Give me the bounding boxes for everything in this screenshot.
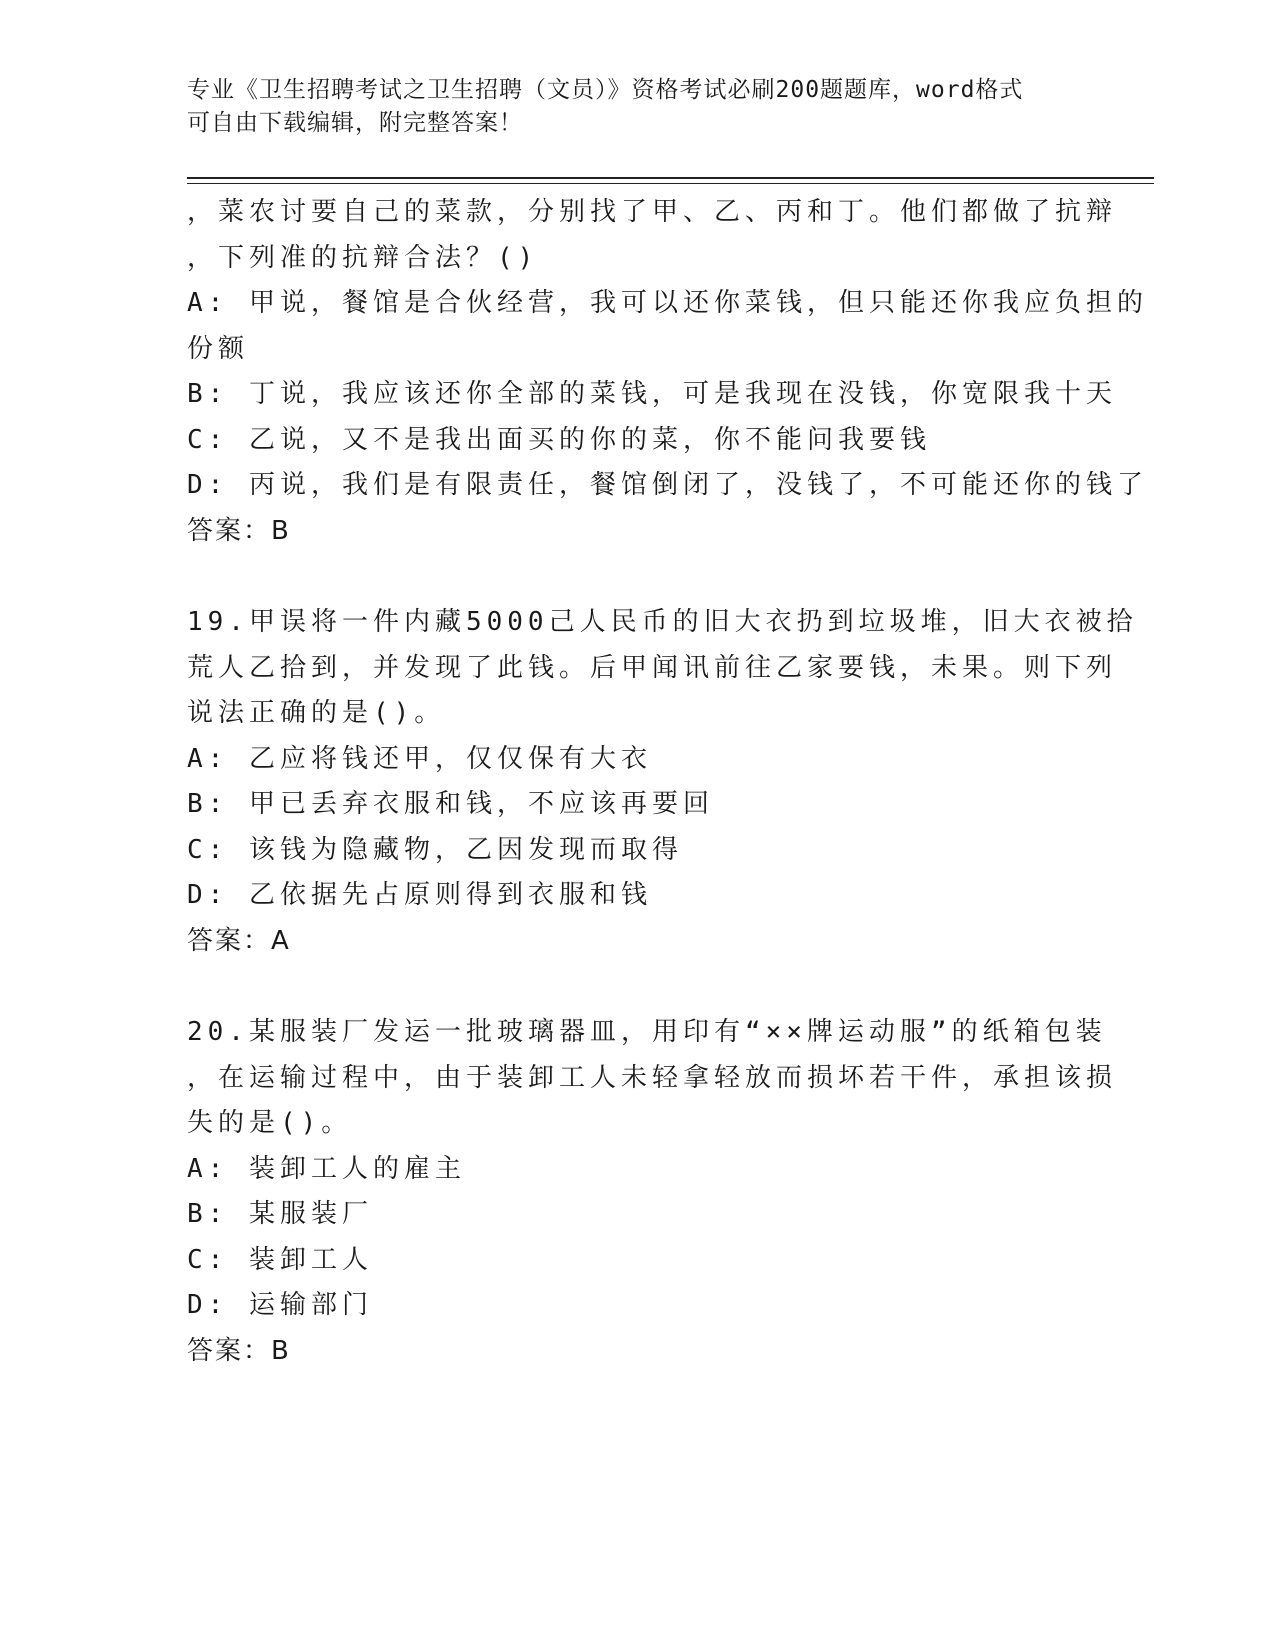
question-stem-line: 荒人乙拾到，并发现了此钱。后甲闻讯前往乙家要钱，未果。则下列 [187,652,1118,683]
option-b: B: 甲已丢弃衣服和钱，不应该再要回 [187,789,714,819]
question-stem-line: 失的是()。 [187,1108,353,1138]
option-a: A: 装卸工人的雇主 [187,1153,466,1184]
document-body [187,190,1148,1374]
header-divider-thick [187,177,1154,179]
option-a-continued: 份额 [187,333,250,364]
question-stem-line: ，下列准的抗辩合法？() [187,242,539,273]
option-c: C: 乙说，又不是我出面买的你的菜，你不能问我要钱 [187,424,931,455]
answer-label: 答案：A [187,925,291,956]
question-stem-line: ，在运输过程中，由于装卸工人未轻拿轻放而损坏若干件，承担该损 [187,1062,1118,1093]
question-stem-line: 20.某服装厂发运一批玻璃器皿，用印有“××牌运动服”的纸箱包装 [187,1017,1107,1047]
header-divider-thin [187,183,1154,184]
option-a: A: 乙应将钱还甲，仅仅保有大衣 [187,743,652,774]
question-stem-line: ，菜农讨要自己的菜款，分别找了甲、乙、丙和丁。他们都做了抗辩 [187,197,1118,227]
option-c: C: 该钱为隐藏物，乙因发现而取得 [187,834,683,865]
header-title-line-1: 专业《卫生招聘考试之卫生招聘（文员）》资格考试必刷200题题库，word格式 [187,77,1024,103]
option-d: D: 丙说，我们是有限责任，餐馆倒闭了，没钱了，不可能还你的钱了 [187,470,1148,500]
option-d: D: 乙依据先占原则得到衣服和钱 [187,880,652,910]
question-19 [187,600,1138,964]
question-18 [187,190,1148,554]
spacer [187,964,1087,1010]
question-stem-line: 说法正确的是()。 [187,698,446,728]
question-stem-line: 19.甲误将一件内藏5000己人民币的旧大衣扔到垃圾堆，旧大衣被拾 [187,607,1138,637]
option-b: B: 丁说，我应该还你全部的菜钱，可是我现在没钱，你宽限我十天 [187,379,1117,409]
question-20 [187,1010,1118,1374]
header-title-line-2: 可自由下载编辑，附完整答案！ [187,110,523,136]
answer-label: 答案：B [187,515,291,546]
option-a: A: 甲说，餐馆是合伙经营，我可以还你菜钱，但只能还你我应负担的 [187,288,1148,318]
document-header [187,74,1087,140]
option-d: D: 运输部门 [187,1290,373,1320]
answer-label: 答案：B [187,1335,291,1366]
option-b: B: 某服装厂 [187,1199,373,1229]
spacer [187,554,1087,600]
option-c: C: 装卸工人 [187,1244,373,1275]
